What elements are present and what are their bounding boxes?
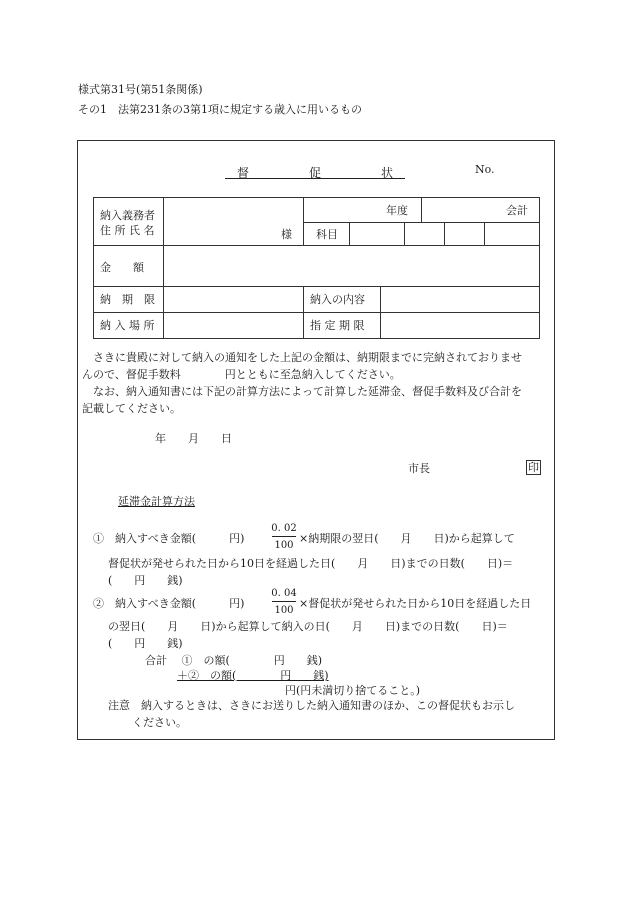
deadline-label: 納 期 限 xyxy=(100,293,155,306)
row-line-inner xyxy=(303,222,539,223)
col-line-label xyxy=(163,198,164,338)
fraction-2-denominator: 100 xyxy=(274,605,294,616)
fraction-1-bar xyxy=(272,536,296,537)
paragraph-1-line-2: んので、督促手数料 円とともに至急納入してください。 xyxy=(82,368,401,381)
calc-2-a: ② 納入すべき金額( 円) xyxy=(93,597,245,610)
total-line: 円(円未満切り捨てること。) xyxy=(285,684,421,697)
sama-label: 様 xyxy=(281,228,292,241)
kaikei-label: 会計 xyxy=(506,204,528,217)
col-line-k2 xyxy=(444,222,445,245)
calc-heading: 延滞金計算方法 xyxy=(118,495,195,508)
form-number: 様式第31号(第51条関係) xyxy=(78,83,203,96)
place-label: 納 入 場 所 xyxy=(100,319,155,332)
calc-1-a: ① 納入すべき金額( 円) xyxy=(93,532,245,545)
calc-1-d: ( 円 銭) xyxy=(108,574,183,587)
mayor-label: 市長 xyxy=(408,462,430,475)
nendo-label: 年度 xyxy=(386,204,408,217)
calc-2-d: ( 円 銭) xyxy=(108,637,183,650)
calc-2-c: の翌日( 月 日)から起算して納入の日( 月 日)までの日数( 日)＝ xyxy=(108,620,508,633)
content-label: 納入の内容 xyxy=(310,293,365,306)
row-line-3 xyxy=(94,312,539,313)
kamoku-label: 科目 xyxy=(316,228,338,241)
paragraph-1-line-1: さきに貴殿に対して納入の通知をした上記の金額は、納期限までに完納されておりませ xyxy=(93,351,522,364)
document-title xyxy=(225,164,405,178)
amount-label: 金 額 xyxy=(100,261,144,274)
date-line: 年 月 日 xyxy=(155,432,232,445)
title-char-1: 督 xyxy=(237,166,250,180)
note-line-1: 注意 納入するときは、さきにお送りした納入通知書のほか、この督促状もお示し xyxy=(108,699,515,712)
col-line-k1 xyxy=(404,222,405,245)
calc-2-b: ×督促状が発せられた日から10日を経過した日 xyxy=(299,597,532,610)
fraction-2-numerator: 0. 04 xyxy=(271,588,297,599)
due-label: 指 定 期 限 xyxy=(310,319,365,332)
row-line-2 xyxy=(94,286,539,287)
form-subtitle: その1 法第231条の3第1項に規定する歳入に用いるもの xyxy=(78,103,362,116)
sum-line-2: ＋② の額( 円 銭) xyxy=(177,669,329,682)
col-line-sama xyxy=(303,198,304,245)
title-char-2: 促 xyxy=(309,166,322,180)
calc-1-c: 督促状が発せられた日から10日を経過した日( 月 日)までの日数( 日)＝ xyxy=(108,557,514,570)
number-label: No. xyxy=(475,163,495,176)
fraction-1-numerator: 0. 02 xyxy=(271,523,297,534)
payment-table xyxy=(93,197,540,339)
col-line-nendo xyxy=(421,198,422,222)
title-underline xyxy=(225,178,405,179)
paragraph-2-line-2: 記載してください。 xyxy=(82,402,181,415)
payer-label-2: 住 所 氏 名 xyxy=(100,224,155,237)
col-line-kamoku xyxy=(349,222,350,245)
paragraph-2-line-1: なお、納入通知書には下記の計算方法によって計算した延滞金、督促手数料及び合計を xyxy=(93,385,522,398)
col-line-k3 xyxy=(484,222,485,245)
fraction-2-bar xyxy=(272,601,296,602)
row-line-1 xyxy=(94,245,539,246)
fraction-1-denominator: 100 xyxy=(274,540,294,551)
note-line-2: ください。 xyxy=(132,716,187,729)
col-line-mid xyxy=(303,286,304,338)
calc-1-b: ×納期限の翌日( 月 日)から起算して xyxy=(299,532,515,545)
seal-icon: 印 xyxy=(528,461,539,474)
payer-label-1: 納入義務者 xyxy=(100,209,155,222)
sum-line-1: 合計 ① の額( 円 銭) xyxy=(145,654,323,667)
title-char-3: 状 xyxy=(381,166,394,180)
col-line-mid2 xyxy=(380,286,381,338)
